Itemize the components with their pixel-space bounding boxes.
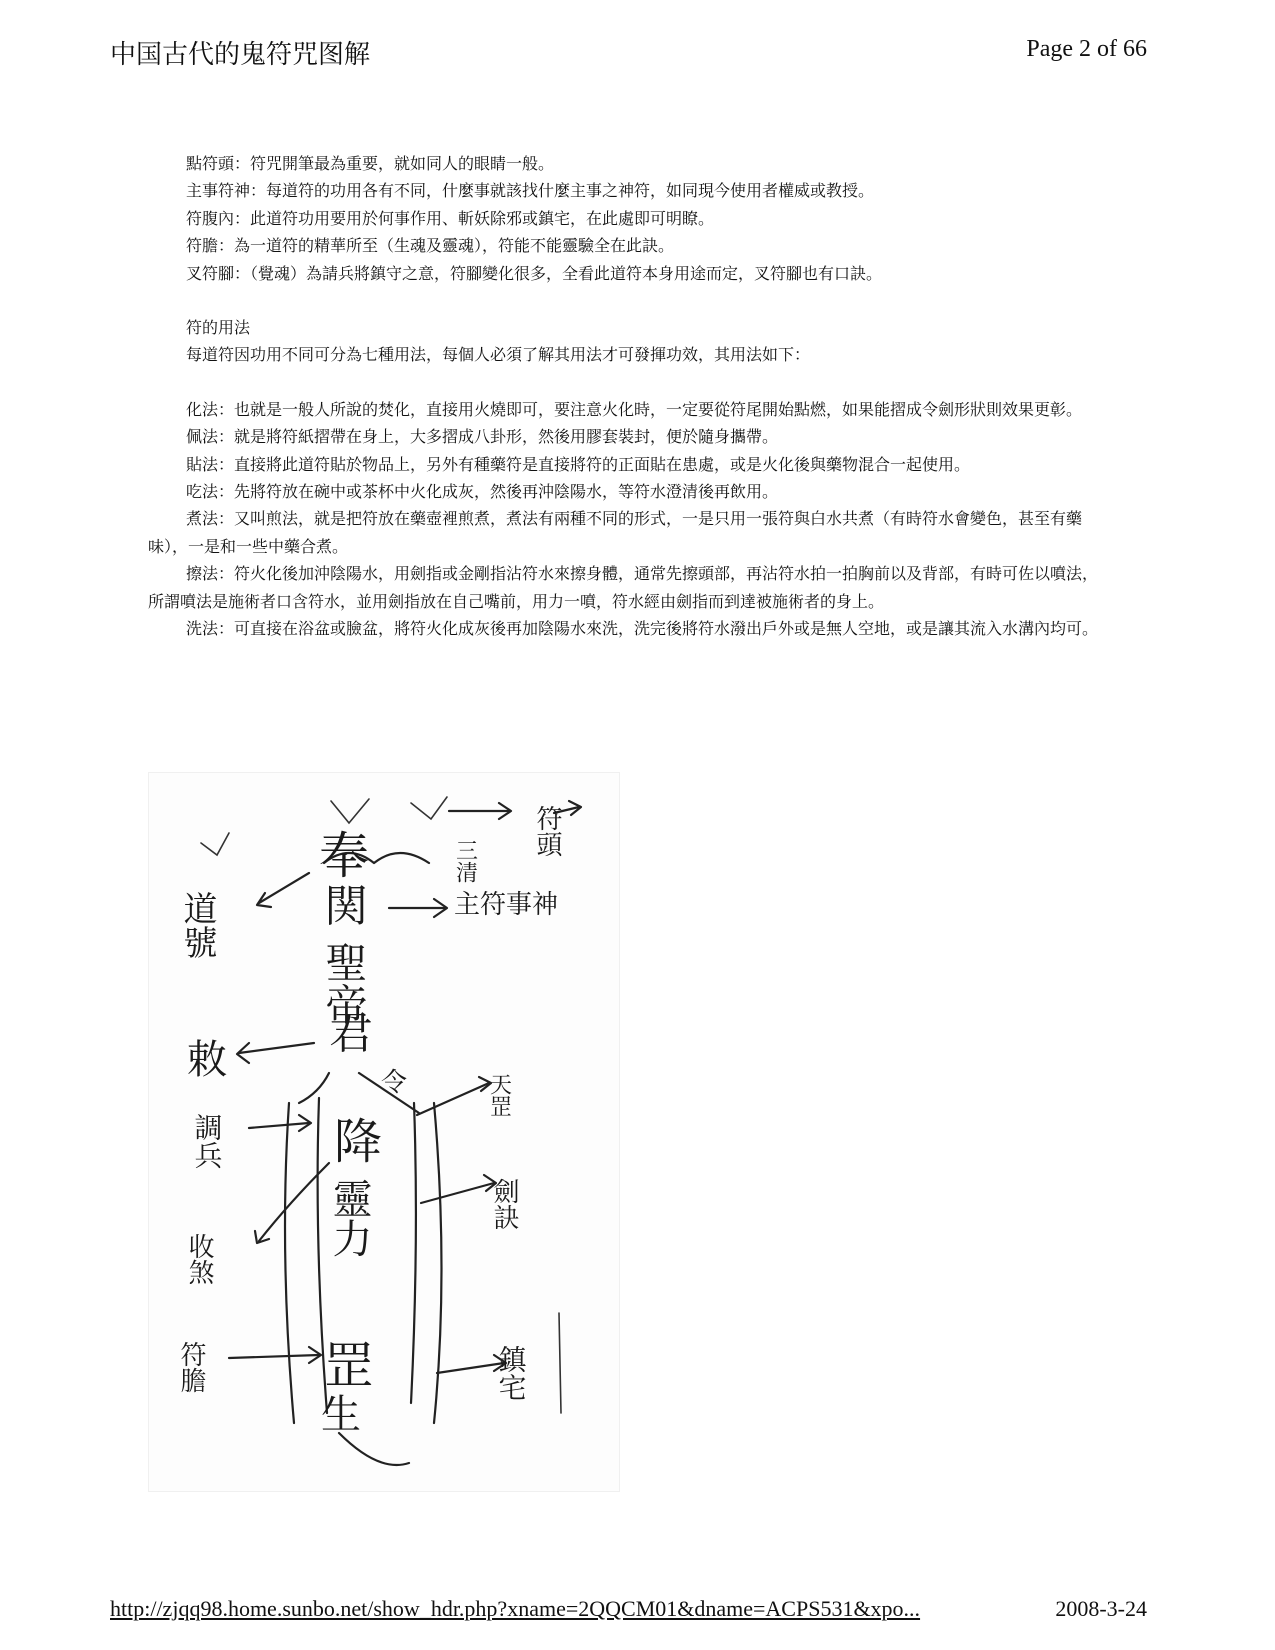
paragraph-method-rub: 擦法：符火化後加沖陰陽水，用劍指或金剛指沾符水來擦身體，通常先擦頭部，再沾符水拍一拍胸前以及背部，有時可佐以噴法，所謂噴法是施術者口含符水，並用劍指放在自己嘴前，用力一噴，符水經由劍指而到達被施術者的身上。 bbox=[148, 564, 1099, 611]
paragraph-method-eat: 吃法：先將符放在碗中或茶杯中火化成灰，然後再沖陰陽水，等符水澄清後再飲用。 bbox=[186, 482, 779, 502]
label-jiang: 降 bbox=[334, 1114, 383, 1170]
label-zhenzhai: 鎮宅 bbox=[494, 1345, 528, 1401]
paragraph-method-paste: 貼法：直接將此道符貼於物品上，另外有種藥符是直接將符的正面貼在患處，或是火化後與藥物混合一起使用。 bbox=[186, 454, 971, 474]
label-guan: 関 bbox=[324, 881, 368, 932]
label-sheng: 生 bbox=[321, 1392, 361, 1438]
label-jianjue: 劍訣 bbox=[489, 1178, 519, 1230]
source-url-link[interactable]: http://zjqq98.home.sunbo.net/show_hdr.php?xname=2QQCM01&dname=ACPS531&xpo... bbox=[110, 1596, 921, 1621]
paragraph-method-wash: 洗法：可直接在浴盆或臉盆，將符火化成灰後再加陰陽水來洗，洗完後將符水潑出戶外或是無人空地，或是讓其流入水溝內均可。 bbox=[186, 619, 1099, 639]
label-gang: 罡 bbox=[324, 1337, 374, 1395]
paragraph-usage-intro: 每道符因功用不同可分為七種用法，每個人必須了解其用法才可發揮功效，其用法如下： bbox=[186, 345, 811, 365]
label-zhushi: 主符事神 bbox=[454, 890, 559, 920]
label-ling: 令 bbox=[381, 1068, 408, 1098]
paragraph-chafujiao: 叉符腳：（覺魂）為請兵將鎮守之意，符腳變化很多，全看此道符本身用途而定，叉符腳也有口訣。 bbox=[186, 263, 883, 283]
label-futou: 符頭 bbox=[532, 805, 562, 857]
label-fudan: 符膽 bbox=[176, 1341, 206, 1393]
label-sanqing: 三清 bbox=[452, 839, 478, 883]
label-shoujiang: 收煞 bbox=[184, 1233, 214, 1285]
label-jun: 君 bbox=[329, 1008, 373, 1059]
talisman-diagram-image bbox=[148, 772, 620, 1492]
label-feng: 奉 bbox=[319, 827, 369, 885]
page-header-title: 中国古代的鬼符咒图解 bbox=[110, 40, 371, 70]
label-lingli: 靈力 bbox=[326, 1178, 372, 1258]
print-date: 2008-3-24 bbox=[1055, 1596, 1147, 1621]
label-chi: 敕 bbox=[187, 1037, 227, 1083]
paragraph-method-boil: 煮法：又叫煎法，就是把符放在藥壺裡煎煮，煮法有兩種不同的形式，一是只用一張符與白水共煮（有時符水會變色，甚至有藥味），一是和一些中藥合煮。 bbox=[148, 509, 1083, 556]
paragraph-fufunei: 符腹內：此道符功用要用於何事作用、斬妖除邪或鎮宅，在此處即可明瞭。 bbox=[186, 208, 715, 228]
label-tiangang: 天罡 bbox=[486, 1073, 512, 1117]
paragraph-fudan: 符膽：為一道符的精華所至（生魂及靈魂），符能不能靈驗全在此訣。 bbox=[186, 236, 675, 256]
paragraph-zhushifushen: 主事符神：每道符的功用各有不同，什麼事就該找什麼主事之神符，如同現今使用者權威或教授。 bbox=[186, 181, 875, 201]
label-shengdi: 聖帝 bbox=[319, 941, 369, 1025]
paragraph-dianfutou: 點符頭：符咒開筆最為重要，就如同人的眼睛一般。 bbox=[186, 154, 555, 173]
document-body bbox=[148, 150, 1110, 643]
label-daohao: 道號 bbox=[177, 891, 217, 959]
page-number: Page 2 of 66 bbox=[1026, 36, 1147, 62]
paragraph-method-wear: 佩法：就是將符紙摺帶在身上，大多摺成八卦形，然後用膠套裝封，便於隨身攜帶。 bbox=[186, 427, 779, 447]
talisman-sketch bbox=[149, 773, 619, 1491]
section-heading-usage: 符的用法 bbox=[186, 318, 251, 338]
label-diaobing: 調兵 bbox=[190, 1113, 224, 1169]
paragraph-method-burn: 化法：也就是一般人所說的焚化，直接用火燒即可，要注意火化時，一定要從符尾開始點燃，如果能摺成令劍形狀則效果更彰。 bbox=[186, 399, 1083, 419]
